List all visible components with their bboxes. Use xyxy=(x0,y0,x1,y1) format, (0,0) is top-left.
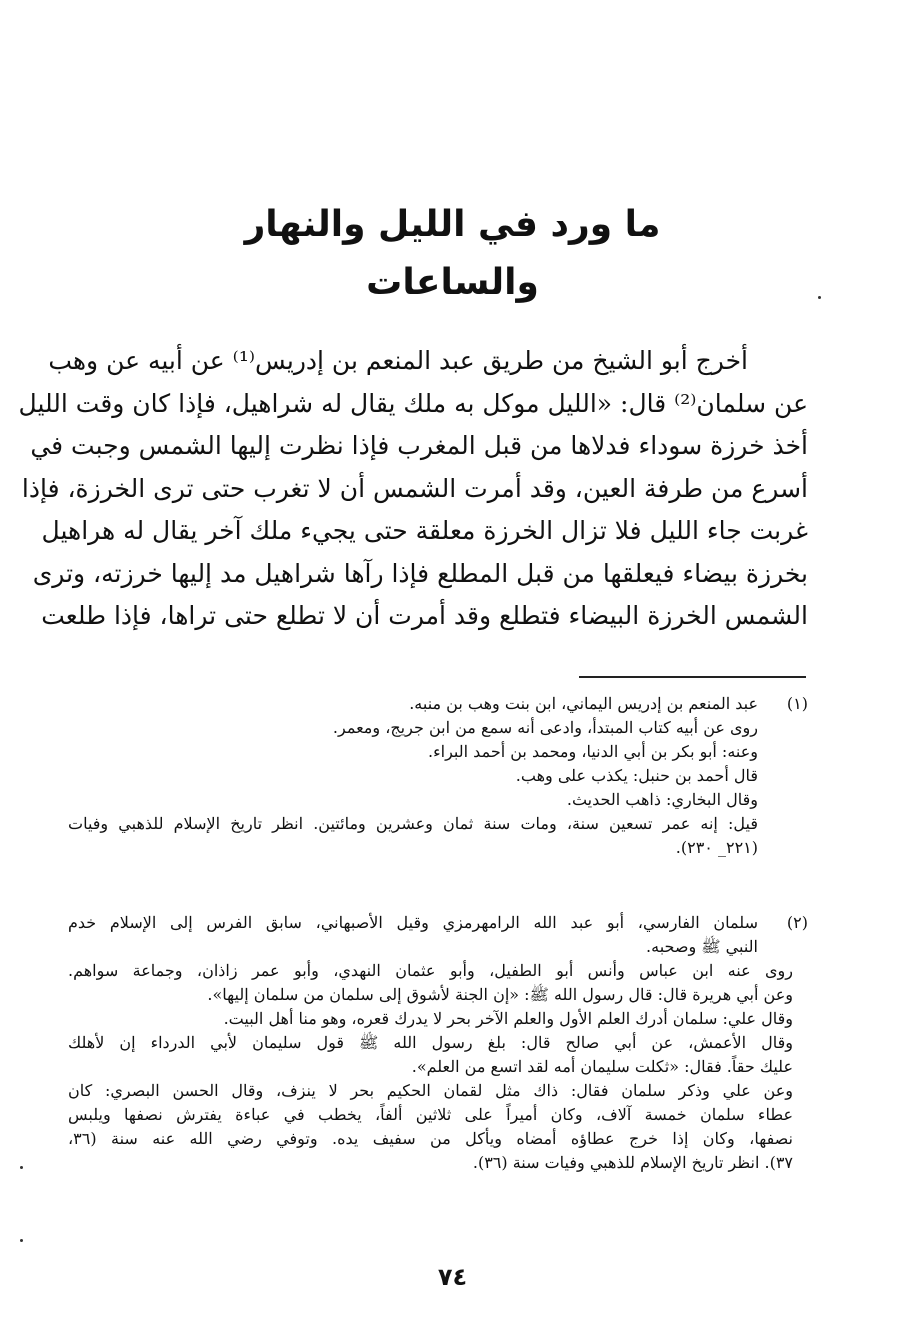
footnote-text xyxy=(68,692,758,860)
footnote-line: النبي ﷺ وصحبه. xyxy=(646,937,758,956)
footnote-1 xyxy=(68,692,808,860)
footnote-line: روى عن أبيه كتاب المبتدأ، وادعى أنه سمع من ابن جريج، ومعمر. xyxy=(332,718,758,737)
footnote-text xyxy=(68,911,794,1175)
chapter-title xyxy=(0,196,905,312)
footnote-line: روى عنه ابن عباس وأنس أبو الطفيل، وأبو عثمان النهدي، وأبو عمر زاذان، وجماعة سواهم. xyxy=(68,961,794,980)
footnote-line: عطاء سلمان خمسة آلاف، وكان أميراً على ثلاثين ألفاً، يخطب في عباءة يفترش نصفها ويلبس xyxy=(68,1105,793,1124)
footnote-line: عليك حقاً. فقال: «ثكلت سليمان أمه لقد اتسع من العلم». xyxy=(411,1057,793,1076)
chapter-title-line-1: ما ورد في الليل والنهار xyxy=(244,204,661,245)
footnote-line: وعن أبي هريرة قال: قال رسول الله ﷺ: «إن الجنة لأشوق إلى سلمان من سلمان إليها». xyxy=(207,985,793,1004)
scan-speck xyxy=(818,296,821,299)
page-number: ٧٤ xyxy=(437,1263,468,1291)
body-line: عن سلمان⁽²⁾ قال: «الليل موكل به ملك يقال له شراهيل، فإذا كان وقت الليل xyxy=(18,388,808,418)
body-line: أخرج أبو الشيخ من طريق عبد المنعم بن إدريس⁽¹⁾ عن أبيه عن وهب xyxy=(48,346,748,375)
footnote-2 xyxy=(68,911,808,1175)
body-line: أخذ خرزة سوداء فدلاها من قبل المغرب فإذا نظرت إليها الشمس وجبت في xyxy=(30,431,808,460)
body-line: أسرع من طرفة العين، وقد أمرت الشمس أن لا تغرب حتى ترى الخرزة، فإذا xyxy=(21,473,808,503)
footnote-line: وقال علي: سلمان أدرك العلم الأول والعلم الآخر بحر لا يدرك قعره، وهو منا أهل البيت. xyxy=(223,1009,793,1028)
footnote-line: سلمان الفارسي، أبو عبد الله الرامهرمزي وقيل الأصبهاني، سابق الفرس إلى الإسلام خدم xyxy=(68,913,758,932)
body-line: بخرزة بيضاء فيعلقها من قبل المطلع فإذا رآها شراهيل مد إليها خرزته، وترى xyxy=(32,558,808,588)
footnote-number: (١) xyxy=(786,694,808,713)
footnote-line: (٢٢١_ ٢٣٠). xyxy=(675,838,758,857)
chapter-title-line-2: والساعات xyxy=(366,262,539,303)
scan-speck xyxy=(20,1166,23,1169)
body-line: غربت جاء الليل فلا تزال الخرزة معلقة حتى يجيء ملك آخر يقال له هراهيل xyxy=(41,516,808,545)
body-line: الشمس الخرزة البيضاء فتطلع وقد أمرت أن لا تطلع حتى تراها، فإذا طلعت xyxy=(41,601,808,630)
body-paragraph xyxy=(18,340,808,638)
footnote-line: قيل: إنه عمر تسعين سنة، ومات سنة ثمان وعشرين ومائتين. انظر تاريخ الإسلام للذهبي وفيات xyxy=(68,814,759,833)
footnote-line: وقال البخاري: ذاهب الحديث. xyxy=(566,790,758,809)
footnote-number: (٢) xyxy=(786,913,808,932)
footnote-line: قال أحمد بن حنبل: يكذب على وهب. xyxy=(515,766,758,785)
footnote-separator xyxy=(579,676,806,678)
footnote-line: وعن علي وذكر سلمان فقال: ذاك مثل لقمان الحكيم بحر لا ينزف، وقال الحسن البصري: كان xyxy=(68,1081,793,1100)
footnote-line: وقال الأعمش، عن أبي صالح قال: بلغ رسول الله ﷺ قول سليمان لأبي الدرداء إن لأهلك xyxy=(68,1033,793,1052)
footnote-line: نصفها، وكان إذا خرج عطاؤه أمضاه ويأكل من سفيف يده. وتوفي رضي الله عنه سنة (٣٦، xyxy=(68,1129,793,1148)
footnote-line: وعنه: أبو بكر بن أبي الدنيا، ومحمد بن أحمد البراء. xyxy=(428,742,758,761)
footnote-line: ٣٧). انظر تاريخ الإسلام للذهبي وفيات سنة (٣٦). xyxy=(472,1153,793,1172)
scan-speck xyxy=(20,1239,23,1242)
footnote-line: عبد المنعم بن إدريس اليماني، ابن بنت وهب بن منبه. xyxy=(409,694,758,713)
